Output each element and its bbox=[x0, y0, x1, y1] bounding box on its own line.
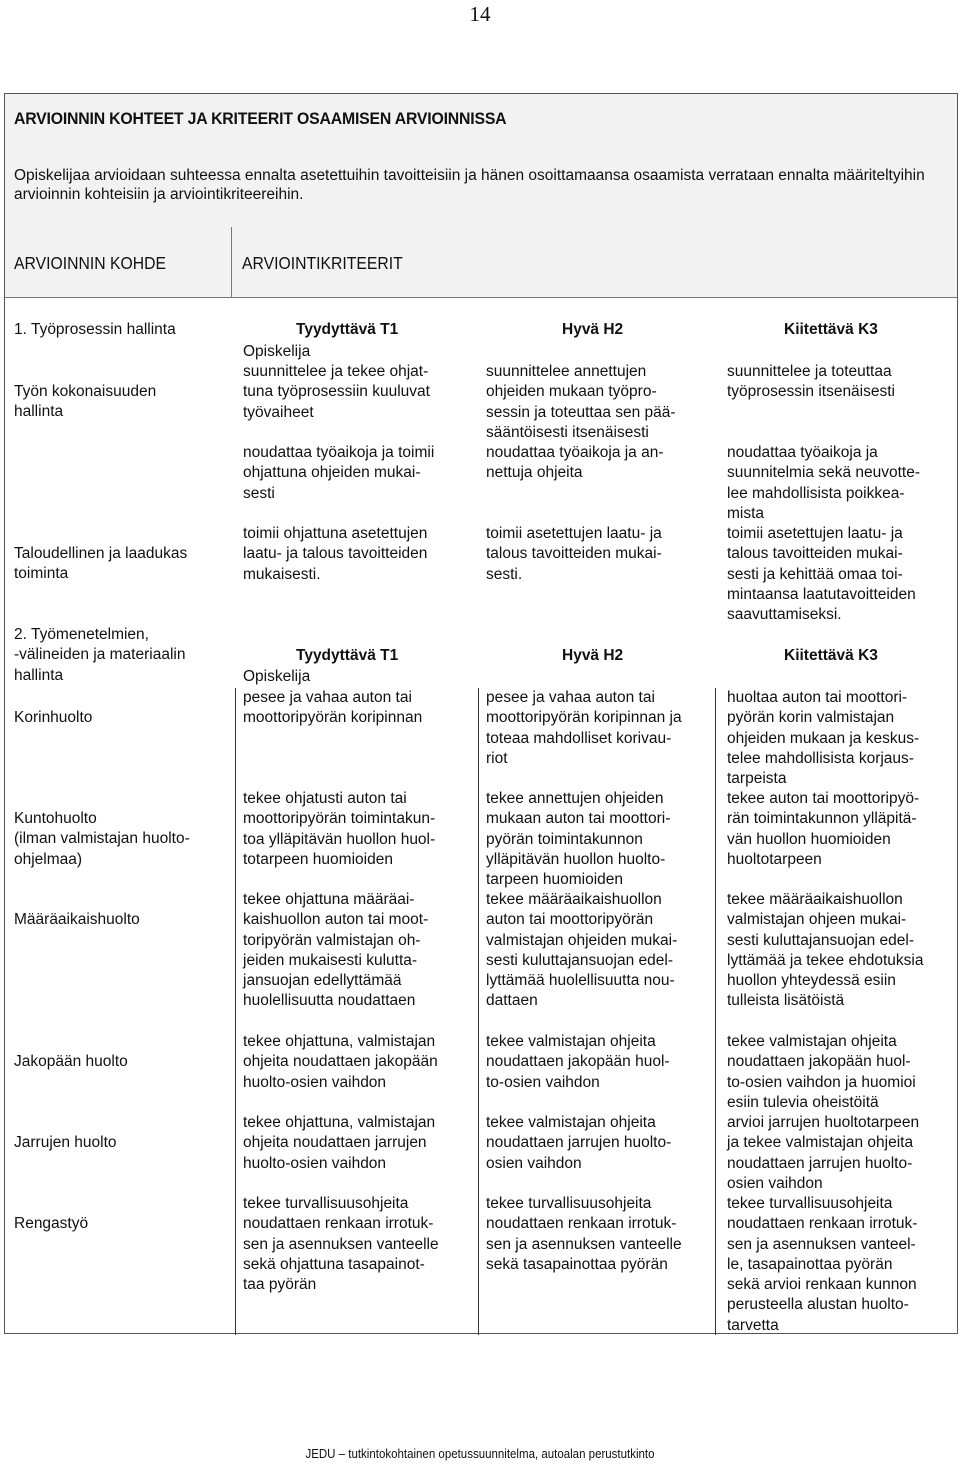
column-rule-2 bbox=[478, 688, 479, 1335]
target-kokonaisuus: Työn kokonaisuuden hallinta bbox=[14, 383, 157, 421]
section1-student-label: Opiskelija bbox=[243, 343, 311, 360]
s2-k3-criterion-2: tekee auton tai moottoripyö- rän toimintakunnon ylläpitä- vän huollon huomioiden huoltotarpeen bbox=[727, 790, 920, 868]
page-title: ARVIOINNIN KOHTEET JA KRITEERIT OSAAMISEN ARVIOINNISSA bbox=[14, 109, 507, 128]
s2-t1-criterion-6: tekee turvallisuusohjeita noudattaen renkaan irrotuk- sen ja asennuksen vanteelle sekä ohjattuna tasapainot- taa pyörän bbox=[243, 1195, 439, 1294]
title-box bbox=[5, 94, 957, 228]
s1-h2-criterion-3: toimii asetettujen laatu- ja talous tavoitteiden mukai- sesti. bbox=[486, 525, 662, 583]
s2-k3-criterion-6: tekee turvallisuusohjeita noudattaen renkaan irrotuk- sen ja asennuksen vanteel- le, tasapainottaa pyörän sekä arvioi renkaan kunnon perusteella alustan huolto- tarvetta bbox=[727, 1195, 918, 1334]
s2-h2-criterion-5: tekee valmistajan ohjeita noudattaen jarrujen huolto- osien vaihdon bbox=[486, 1114, 672, 1172]
section2-title: 2. Työmenetelmien, -välineiden ja materiaalin hallinta bbox=[14, 626, 186, 684]
section1-title: 1. Työprosessin hallinta bbox=[14, 321, 176, 338]
column-header-row bbox=[5, 227, 957, 298]
column-rule-3 bbox=[715, 688, 716, 1335]
target-kuntohuolto: Kuntohuolto (ilman valmistajan huolto- ohjelmaa) bbox=[14, 810, 190, 868]
page-number: 14 bbox=[469, 2, 491, 26]
s2-k3-criterion-1: huoltaa auton tai moottori- pyörän korin valmistajan ohjeiden mukaan ja keskus- telee mahdollisista korjaus- tarpeista bbox=[727, 689, 920, 788]
section2-student-label: Opiskelija bbox=[243, 668, 311, 685]
s2-t1-criterion-2: tekee ohjatusti auton tai moottoripyörän toimintakun- toa ylläpitävän huollon huol- totarpeen huomioiden bbox=[243, 790, 436, 868]
s2-h2-criterion-6: tekee turvallisuusohjeita noudattaen renkaan irrotuk- sen ja asennuksen vanteelle sekä tasapainottaa pyörän bbox=[486, 1195, 682, 1273]
s2-t1-criterion-1: pesee ja vahaa auton tai moottoripyörän koripinnan bbox=[243, 689, 423, 727]
s1-k3-criterion-2: noudattaa työaikoja ja suunnitelmia sekä neuvotte- lee mahdollisista poikkea- mista bbox=[727, 444, 921, 522]
s2-h2-criterion-3: tekee määräaikaishuollon auton tai moottoripyörän valmistajan ohjeiden mukai- sesti kuluttajansuojan edel- lyttämää huolellisuutta nou- dattaen bbox=[486, 891, 678, 1010]
section1-level-k3: Kiitettävä K3 bbox=[784, 321, 878, 338]
section2-level-t1: Tyydyttävä T1 bbox=[296, 647, 399, 664]
s1-t1-criterion-3: toimii ohjattuna asetettujen laatu- ja talous tavoitteiden mukaisesti. bbox=[243, 525, 428, 583]
criteria-column-header: ARVIOINTIKRITEERIT bbox=[242, 253, 403, 273]
s1-t1-criterion-1: suunnittelee ja tekee ohjat- tuna työprosessiin kuuluvat työvaiheet bbox=[243, 363, 430, 421]
s2-t1-criterion-3: tekee ohjattuna määräai- kaishuollon auton tai moot- toripyörän valmistajan oh- jeiden mukaisesti kulutta- jansuojan edellyttämää huolellisuutta noudattaen bbox=[243, 891, 429, 1010]
s1-h2-criterion-1: suunnittelee annettujen ohjeiden mukaan työpro- sessin ja toteuttaa sen pää- sääntöisesti itsenäisesti bbox=[486, 363, 676, 441]
s1-h2-criterion-2: noudattaa työaikoja ja an- nettuja ohjeita bbox=[486, 444, 664, 482]
s1-k3-criterion-1: suunnittelee ja toteuttaa työprosessin itsenäisesti bbox=[727, 363, 895, 401]
section1-level-t1: Tyydyttävä T1 bbox=[296, 321, 399, 338]
target-column-header: ARVIOINNIN KOHDE bbox=[14, 253, 166, 273]
s1-t1-criterion-2: noudattaa työaikoja ja toimii ohjattuna ohjeiden mukai- sesti bbox=[243, 444, 435, 502]
s2-t1-criterion-5: tekee ohjattuna, valmistajan ohjeita noudattaen jarrujen huolto-osien vaihdon bbox=[243, 1114, 436, 1172]
target-jarrut: Jarrujen huolto bbox=[14, 1134, 117, 1151]
s2-k3-criterion-5: arvioi jarrujen huoltotarpeen ja tekee valmistajan ohjeita noudattaen jarrujen huolto- osien vaihdon bbox=[727, 1114, 920, 1192]
s2-t1-criterion-4: tekee ohjattuna, valmistajan ohjeita noudattaen jakopään huolto-osien vaihdon bbox=[243, 1033, 438, 1091]
intro-paragraph: Opiskelijaa arvioidaan suhteessa ennalta asetettuihin tavoitteisiin ja hänen osoittamaansa osaamista verrataan ennalta määriteltyihin arvioinnin kohteisiin ja arviointikriteereihin. bbox=[14, 167, 925, 203]
s2-k3-criterion-3: tekee määräaikaishuollon valmistajan ohjeen mukai- sesti kuluttajansuojan edel- lyttämää ja tekee ehdotuksia huollon yhteydessä esiin tulleista lisätöistä bbox=[727, 891, 924, 1010]
s2-h2-criterion-1: pesee ja vahaa auton tai moottoripyörän koripinnan ja toteaa mahdolliset korivau- riot bbox=[486, 689, 682, 767]
section1-level-h2: Hyvä H2 bbox=[562, 321, 624, 338]
s2-h2-criterion-2: tekee annettujen ohjeiden mukaan auton tai moottori- pyörän toimintakunnon ylläpitävän huollon huolto- tarpeen huomioiden bbox=[486, 790, 671, 889]
s2-h2-criterion-4: tekee valmistajan ohjeita noudattaen jakopään huol- to-osien vaihdon bbox=[486, 1033, 670, 1091]
page-footer: JEDU – tutkintokohtainen opetussuunnitelma, autoalan perustutkinto bbox=[305, 1447, 655, 1461]
s1-k3-criterion-3: toimii asetettujen laatu- ja talous tavoitteiden mukai- sesti ja kehittää omaa toi- mintaansa laatutavoitteiden saavuttamiseksi. bbox=[727, 525, 916, 624]
s2-k3-criterion-4: tekee valmistajan ohjeita noudattaen jakopään huol- to-osien vaihdon ja huomioi esiin tulevia oheistöitä bbox=[727, 1033, 916, 1111]
target-rengastyo: Rengastyö bbox=[14, 1215, 89, 1232]
target-jakopaa: Jakopään huolto bbox=[14, 1053, 128, 1070]
section2-level-h2: Hyvä H2 bbox=[562, 647, 624, 664]
column-rule-1 bbox=[235, 688, 236, 1335]
target-korinhuolto: Korinhuolto bbox=[14, 709, 93, 726]
section2-level-k3: Kiitettävä K3 bbox=[784, 647, 878, 664]
target-maaraaikaishuolto: Määräaikaishuolto bbox=[14, 911, 140, 928]
header-divider bbox=[231, 227, 232, 297]
target-taloudellinen: Taloudellinen ja laadukas toiminta bbox=[14, 545, 188, 583]
